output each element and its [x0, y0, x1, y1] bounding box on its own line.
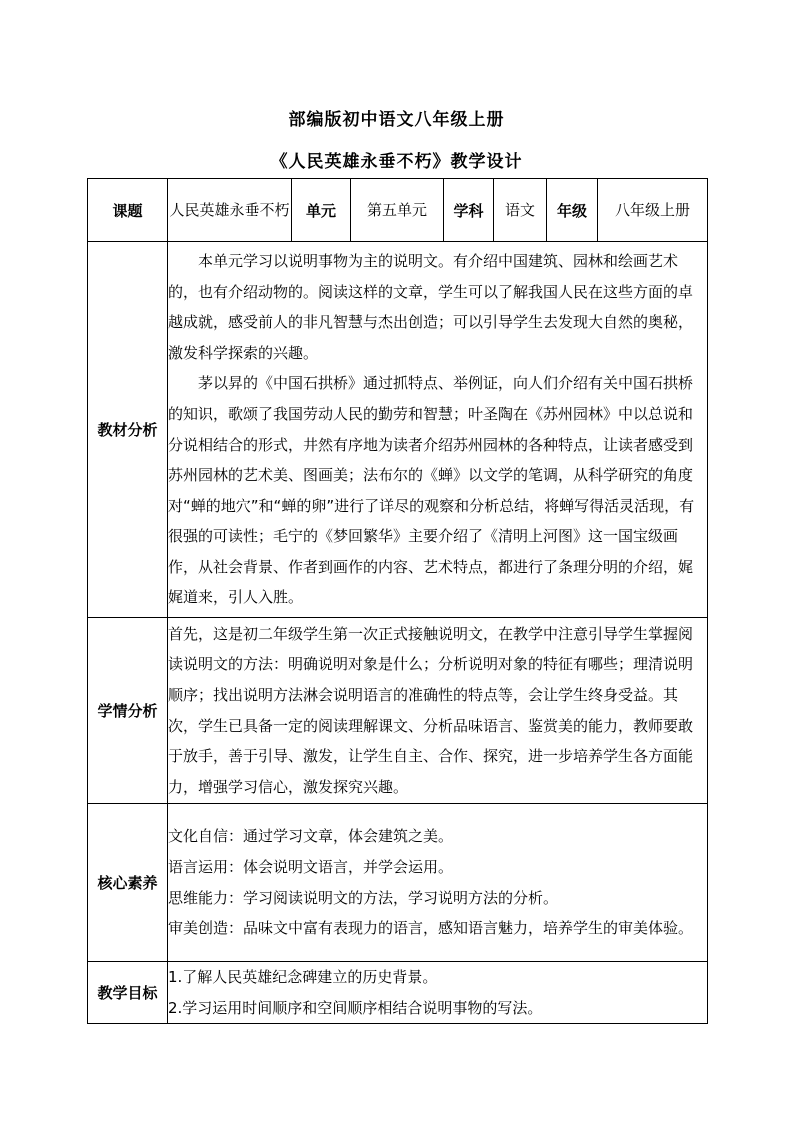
material-analysis-row [88, 242, 708, 618]
core-literacy-row [88, 804, 708, 962]
unit-label: 单元 [292, 179, 351, 242]
lesson-plan-table [87, 178, 708, 1024]
material-analysis-content [168, 242, 708, 618]
goal-line-1: 1.了解人民英雄纪念碑建立的历史背景。 [168, 968, 438, 986]
info-row [88, 179, 708, 242]
topic-label: 课题 [88, 179, 168, 242]
teaching-goals-content [168, 962, 708, 1024]
material-analysis-label: 教材分析 [88, 242, 168, 618]
goal-line-2: 2.学习运用时间顺序和空间顺序相结合说明事物的写法。 [168, 998, 543, 1017]
teaching-goals-row [88, 962, 708, 1024]
literacy-line-thinking: 思维能力：学习阅读说明文的方法，学习说明方法的分析。 [168, 888, 559, 907]
core-literacy-content [168, 804, 708, 962]
grade-value: 八年级上册 [598, 179, 708, 242]
teaching-goals-label: 教学目标 [88, 962, 168, 1024]
topic-value: 人民英雄永垂不朽 [168, 179, 292, 242]
material-paragraph-1: 本单元学习以说明事物为主的说明文。有介绍中国建筑、园林和绘画艺术的，也有介绍动物的。阅读这样的文章，学生可以了解我国人民在这些方面的卓越成就，感受前人的非凡智慧与杰出创造；可以引导学生去发现大自然的奥秘，激发科学探索的兴趣。 [168, 251, 694, 362]
document-title: 部编版初中语文八年级上册 [288, 110, 505, 130]
student-analysis-label: 学情分析 [88, 618, 168, 804]
core-literacy-label: 核心素养 [88, 804, 168, 962]
grade-label: 年级 [547, 179, 598, 242]
literacy-line-language: 语言运用：体会说明文语言，并学会运用。 [168, 857, 454, 876]
literacy-line-culture: 文化自信：通过学习文章，体会建筑之美。 [168, 827, 454, 846]
literacy-line-aesthetic: 审美创造：品味文中富有表现力的语言，感知语言魅力，培养学生的审美体验。 [168, 919, 694, 938]
material-paragraph-2: 茅以昇的《中国石拱桥》通过抓特点、举例证，向人们介绍有关中国石拱桥的知识，歌颂了我国劳动人民的勤劳和智慧；叶圣陶在《苏州园林》中以总说和分说相结合的形式，井然有序地为读者介绍苏州园林的各种特点，让读者感受到苏州园林的艺术美、图画美；法布尔的《蝉》以文学的笔调，从科学研究的角度对“蝉的地穴”和“蝉的卵”进行了详尽的观察和分析总结，将蝉写得活灵活现，有很强的可读性；毛宁的《梦回繁华》主要介绍了《清明上河图》这一国宝级画作，从社会背景、作者到画作的内容、艺术特点，都进行了条理分明的介绍，娓娓道来，引人入胜。 [168, 374, 695, 607]
student-analysis-content [168, 618, 708, 804]
student-analysis-row [88, 618, 708, 804]
subject-label: 学科 [444, 179, 494, 242]
student-analysis-text: 首先，这是初二年级学生第一次正式接触说明文，在教学中注意引导学生掌握阅读说明文的方法：明确说明对象是什么；分析说明对象的特征有哪些；理清说明顺序；找出说明方法淋会说明语言的准确性的特点等，会让学生终身受益。其次，学生已具备一定的阅读理解课文、分析品味语言、鉴赏美的能力，教师要敢于放手，善于引导、激发，让学生自主、合作、探究，进一步培养学生各方面能力，增强学习信心，激发探究兴趣。 [168, 624, 694, 796]
subject-value: 语文 [494, 179, 547, 242]
document-subtitle: 《人民英雄永垂不朽》教学设计 [270, 152, 523, 172]
unit-value: 第五单元 [351, 179, 444, 242]
